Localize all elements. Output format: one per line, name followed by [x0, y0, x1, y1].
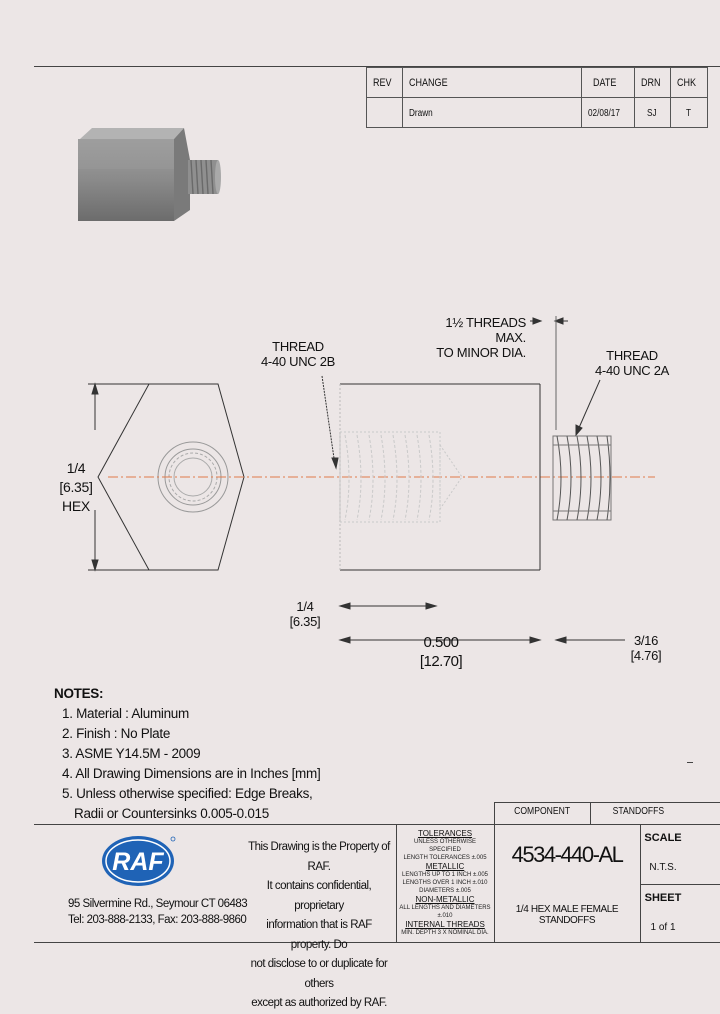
property-line: This Drawing is the Property of RAF.	[248, 841, 390, 873]
date-cell: 02/08/17	[581, 98, 634, 128]
note-item: Radii or Countersinks 0.005-0.015	[74, 806, 269, 821]
part-number: 4534-440-AL	[511, 842, 623, 867]
address-line1: 95 Silvermine Rd., Seymour CT 06483	[68, 898, 248, 910]
internal-threads-title: INTERNAL THREADS	[405, 920, 485, 929]
tolerances-block	[398, 829, 492, 937]
length-dimensions	[0, 628, 720, 658]
female-thread-spec: 4-40 UNC 2B	[260, 354, 335, 369]
female-depth: 1/4	[296, 599, 314, 614]
property-line: except as authorized by RAF.	[251, 997, 387, 1009]
company-address	[68, 896, 247, 928]
scale-label: SCALE	[644, 832, 682, 844]
standoff-3d-render	[70, 125, 230, 230]
scale-value: N.T.S.	[649, 862, 677, 873]
stud-length: 3/16	[633, 633, 659, 648]
property-line: information that is RAF property. Do	[266, 919, 372, 951]
sheet-label: SHEET	[644, 892, 682, 904]
internal-threads-line: MIN. DEPTH 3 X NOMINAL DIA.	[401, 930, 489, 936]
tolerance-line: LENGTH TOLERANCES ±.005	[403, 855, 487, 861]
note-item: 4. All Drawing Dimensions are in Inches [mm]	[62, 766, 321, 781]
component-value: STANDOFFS	[612, 805, 664, 817]
metallic-line: LENGTHS UP TO 1 INCH ±.005	[402, 872, 488, 878]
margin-tick	[687, 762, 693, 763]
threads-max-line2: TO MINOR DIA.	[436, 345, 526, 360]
metallic-line: LENGTHS OVER 1 INCH ±.010	[402, 880, 488, 886]
property-line: It contains confidential, proprietary	[266, 880, 372, 912]
notes-block	[54, 684, 320, 824]
threads-max-callout	[418, 315, 526, 360]
date-header: DATE	[581, 68, 634, 98]
body-length-dimension	[412, 633, 470, 671]
change-cell: Drawn	[402, 98, 581, 128]
male-thread-label: THREAD	[606, 348, 658, 363]
female-depth-mm: [6.35]	[289, 614, 321, 629]
change-header: CHANGE	[402, 68, 581, 98]
property-line: not disclose to or duplicate for others	[250, 958, 388, 990]
notes-title: NOTES:	[54, 686, 104, 701]
technical-drawing	[0, 280, 720, 630]
property-notice	[246, 838, 392, 1014]
hex-size-mm: [6.35]	[59, 479, 93, 495]
metallic-line: DIAMETERS ±.005	[419, 888, 471, 894]
logo-text: RAF	[112, 848, 164, 876]
female-thread-label: THREAD	[272, 339, 324, 354]
tolerance-line: UNLESS OTHERWISE SPECIFIED	[414, 839, 476, 853]
revision-row	[367, 98, 708, 128]
tolerances-title: TOLERANCES	[417, 829, 473, 838]
part-description: 1/4 HEX MALE FEMALE STANDOFFS	[515, 904, 619, 926]
component-label: COMPONENT	[514, 805, 570, 817]
rev-header: REV	[367, 68, 403, 98]
female-depth-dimension	[288, 599, 322, 629]
drn-cell: SJ	[634, 98, 671, 128]
revision-header-row	[367, 68, 708, 98]
note-item: 3. ASME Y14.5M - 2009	[62, 746, 201, 761]
threads-max-line1: 1½ THREADS MAX.	[445, 315, 526, 345]
nonmetallic-title: NON-METALLIC	[415, 895, 475, 904]
stud-length-mm: [4.76]	[630, 648, 662, 663]
body-length-mm: [12.70]	[419, 653, 463, 670]
male-thread-callout	[592, 348, 672, 378]
note-item: 5. Unless otherwise specified: Edge Breaks,	[62, 786, 313, 801]
note-item: 2. Finish : No Plate	[62, 726, 171, 741]
stud-length-dimension	[626, 633, 666, 663]
male-thread-spec: 4-40 UNC 2A	[594, 363, 669, 378]
sheet-value: 1 of 1	[650, 922, 676, 933]
drn-header: DRN	[634, 68, 671, 98]
hex-size: 1/4	[66, 460, 86, 476]
chk-cell: T	[671, 98, 707, 128]
chk-header: CHK	[671, 68, 707, 98]
nonmetallic-line: ALL LENGTHS AND DIAMETERS ±.010	[399, 905, 491, 919]
revision-table	[366, 67, 708, 128]
raf-logo	[100, 832, 180, 888]
hex-label: HEX	[62, 498, 90, 514]
hex-dimension-text	[56, 459, 96, 516]
rev-cell	[367, 98, 403, 128]
female-thread-callout	[258, 339, 338, 369]
note-item: 1. Material : Aluminum	[62, 706, 189, 721]
address-line2: Tel: 203-888-2133, Fax: 203-888-9860	[68, 914, 247, 926]
metallic-title: METALLIC	[425, 862, 465, 871]
body-length: 0.500	[423, 634, 459, 651]
